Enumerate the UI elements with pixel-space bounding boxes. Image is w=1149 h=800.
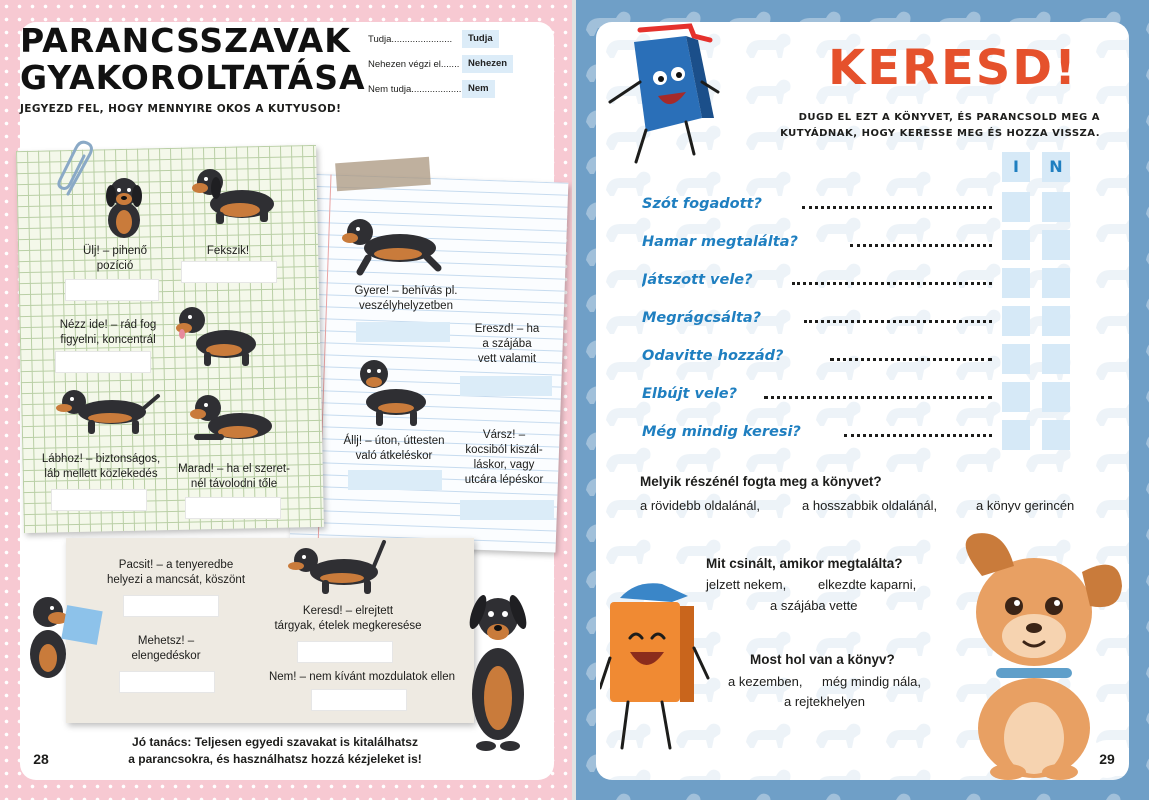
dotted-leader [844, 434, 992, 437]
option-found-signal[interactable]: jelzett nekem, [706, 577, 787, 592]
answer-box-yes[interactable] [1002, 192, 1030, 222]
page-number-left: 28 [22, 740, 60, 778]
rating-legend [368, 30, 528, 105]
dotted-leader [802, 206, 992, 209]
cmd-nezz: Nézz ide! – rád fog figyelni, koncentrál [59, 319, 157, 346]
answer-blank[interactable] [312, 690, 406, 710]
option-grip-spine[interactable]: a könyv gerincén [976, 498, 1075, 513]
answer-box-yes[interactable] [1002, 382, 1030, 412]
question-text: Megrágcsálta? [642, 310, 762, 326]
dachshund-running-icon [338, 208, 450, 280]
question-row [642, 192, 1072, 222]
dotted-leader [792, 282, 992, 285]
cmd-gyere: Gyere! – behívás pl. veszélyhelyzetben [354, 285, 458, 312]
tip-line-1: Jó tanács: Teljesen egyedi szavakat is kitalálhatsz [132, 735, 418, 749]
dotted-leader [850, 244, 992, 247]
cmd-ulj: Ülj! – pihenő pozíció [83, 245, 147, 272]
cmd-ereszd: Ereszd! – ha a szájába vett valamit [474, 323, 540, 365]
answer-blank[interactable] [460, 376, 552, 396]
answer-box-yes[interactable] [1002, 230, 1030, 260]
cmd-marad: Marad! – ha el szeret- nél távolodni tőle [178, 463, 290, 490]
option-grip-short[interactable]: a rövidebb oldalánál, [640, 498, 760, 513]
question-row [642, 420, 1072, 450]
dachshund-lying-icon [186, 160, 282, 232]
option-where-hidden[interactable]: a rejtekhelyen [784, 694, 865, 709]
legend-label: Tudja....................... [368, 34, 453, 45]
page-title-left [20, 21, 366, 97]
question-grip-title: Melyik részénél fogta meg a könyvet? [640, 474, 882, 489]
option-where-dog[interactable]: még mindig nála, [822, 674, 921, 689]
dotted-leader [804, 320, 992, 323]
question-row [642, 344, 1072, 374]
dotted-leader [764, 396, 992, 399]
answer-box-no[interactable] [1042, 382, 1070, 412]
option-where-hand[interactable]: a kezemben, [728, 674, 803, 689]
answer-box-no[interactable] [1042, 344, 1070, 374]
question-text: Szót fogadott? [642, 196, 762, 212]
answer-box-no[interactable] [1042, 268, 1070, 298]
question-text: Odavitte hozzád? [642, 348, 784, 364]
tip-line-2: a parancsokra, és használhatsz hozzá kézjeleket is! [128, 752, 422, 766]
legend-row [368, 30, 528, 55]
dachshund-standing-icon [352, 352, 438, 430]
page-number-right: 29 [1088, 740, 1126, 778]
orange-book-character-icon [600, 578, 712, 758]
option-found-mouth[interactable]: a szájába vette [770, 598, 858, 613]
column-header-no: N [1042, 152, 1070, 182]
question-where-title: Most hol van a könyv? [750, 652, 895, 667]
answer-blank[interactable] [348, 470, 442, 490]
cmd-allj: Állj! – úton, úttesten való átkeléskor [343, 435, 445, 462]
legend-value: Nem [462, 80, 495, 98]
legend-value: Nehezen [462, 55, 513, 73]
title-line-2: GYAKOROLTATÁSA [20, 58, 366, 97]
answer-blank[interactable] [52, 490, 146, 510]
cmd-varsz: Vársz! – kocsiból kiszál- láskor, vagy utcára lépéskor [464, 429, 544, 486]
instruction-line-2: KUTYÁDNAK, HOGY KERESSE MEG ÉS HOZZA VISSZA. [780, 128, 1100, 139]
left-subtitle: JEGYEZD FEL, HOGY MENNYIRE OKOS A KUTYUSOD! [20, 103, 342, 115]
cmd-labhoz: Lábhoz! – biztonságos, láb mellett közlekedés [41, 453, 161, 480]
answer-box-no[interactable] [1042, 230, 1070, 260]
legend-value: Tudja [462, 30, 499, 48]
cmd-nem: Nem! – nem kívánt mozdulatok ellen [268, 671, 455, 683]
cmd-mehetsz: Mehetsz! – elengedéskor [131, 635, 201, 662]
cmd-fekszik: Fekszik! [206, 245, 250, 257]
instruction-text [760, 110, 1100, 142]
dachshund-with-card-icon [14, 588, 106, 684]
answer-box-yes[interactable] [1002, 420, 1030, 450]
page-title-right: KERESD! [828, 40, 1079, 96]
dachshund-sitting-icon [96, 172, 152, 240]
answer-box-yes[interactable] [1002, 306, 1030, 336]
instruction-line-1: DUGD EL EZT A KÖNYVET, ÉS PARANCSOLD MEG A [798, 112, 1100, 123]
question-found-title: Mit csinált, amikor megtalálta? [706, 556, 903, 571]
tip-text [100, 734, 450, 768]
answer-blank[interactable] [182, 262, 276, 282]
dotted-leader [830, 358, 992, 361]
question-row [642, 382, 1072, 412]
answer-box-no[interactable] [1042, 420, 1070, 450]
answer-blank[interactable] [66, 280, 158, 300]
answer-blank[interactable] [460, 500, 554, 520]
legend-row [368, 80, 528, 105]
question-text: Még mindig keresi? [642, 424, 801, 440]
dachshund-walking-icon [52, 380, 162, 444]
dachshund-staying-icon [186, 386, 282, 450]
paper-clip-icon [54, 140, 100, 198]
dachshund-begging-icon [458, 578, 538, 754]
dachshund-searching-icon [284, 536, 392, 602]
answer-blank[interactable] [120, 672, 214, 692]
question-row [642, 306, 1072, 336]
question-text: Hamar megtalálta? [642, 234, 798, 250]
column-header-yes: I [1002, 152, 1030, 182]
answer-box-no[interactable] [1042, 192, 1070, 222]
question-text: Játszott vele? [642, 272, 753, 288]
answer-blank[interactable] [124, 596, 218, 616]
dachshund-looking-up-icon [170, 298, 266, 372]
legend-label: Nem tudja................... [368, 84, 462, 95]
question-row [642, 268, 1072, 298]
legend-label: Nehezen végzi el....... [368, 59, 460, 70]
answer-blank[interactable] [56, 352, 150, 372]
answer-blank[interactable] [298, 642, 392, 662]
blue-book-character-icon [606, 22, 722, 182]
question-row [642, 230, 1072, 260]
cmd-pacsit: Pacsit! – a tenyeredbe helyezi a mancsát, köszönt [106, 559, 246, 586]
legend-row [368, 55, 528, 80]
option-found-dig[interactable]: elkezdte kaparni, [818, 577, 917, 592]
answer-blank[interactable] [186, 498, 280, 518]
answer-box-yes[interactable] [1002, 268, 1030, 298]
answer-box-yes[interactable] [1002, 344, 1030, 374]
option-grip-long[interactable]: a hosszabbik oldalánál, [802, 498, 938, 513]
cmd-keresd: Keresd! – elrejtett tárgyak, ételek megkeresése [274, 605, 422, 632]
answer-blank[interactable] [356, 322, 450, 342]
answer-box-no[interactable] [1042, 306, 1070, 336]
question-text: Elbújt vele? [642, 386, 738, 402]
title-line-1: PARANCSSZAVAK [20, 21, 351, 60]
